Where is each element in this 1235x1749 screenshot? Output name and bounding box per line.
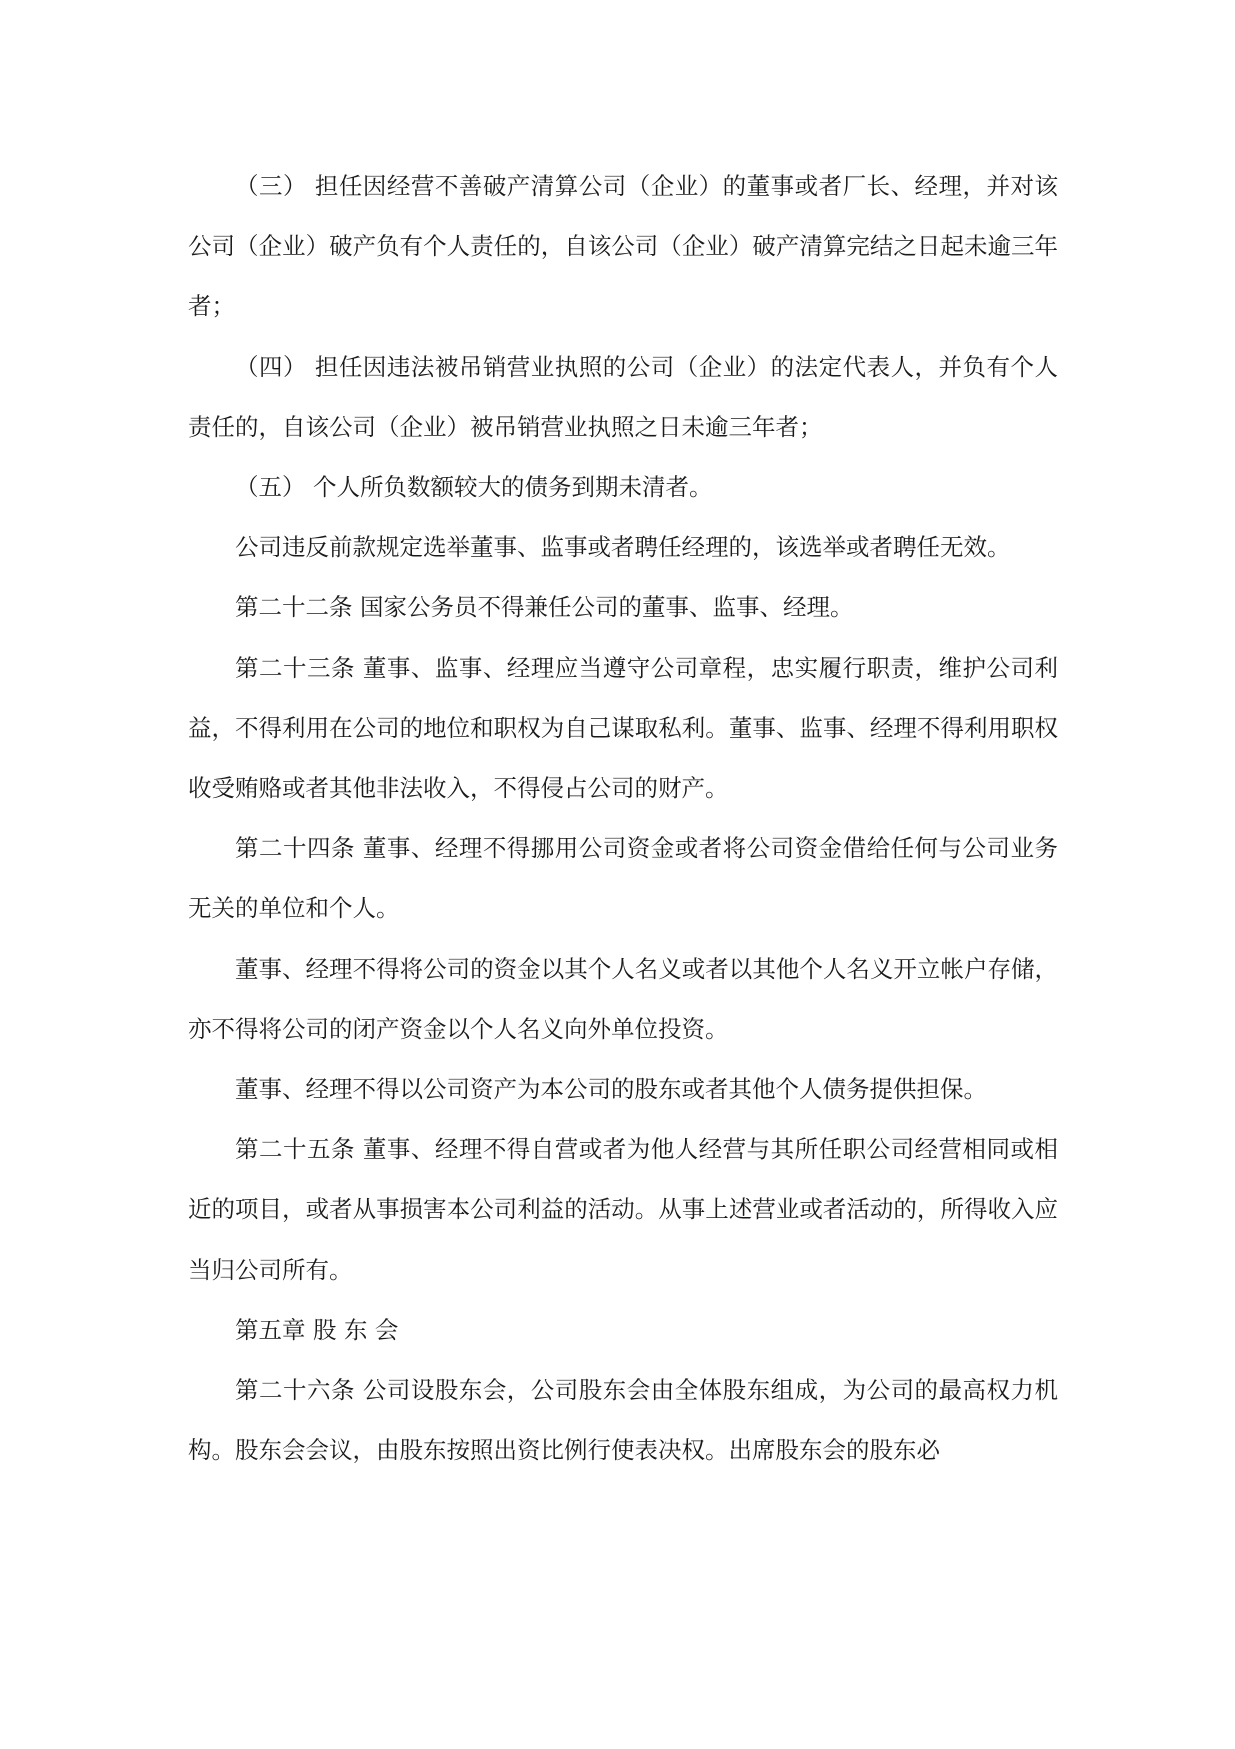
document-body bbox=[188, 156, 1058, 1480]
paragraph-item-3: （三） 担任因经营不善破产清算公司（企业）的董事或者厂长、经理，并对该公司（企业）破产负有个人责任的，自该公司（企业）破产清算完结之日起未逾三年者； bbox=[188, 172, 1058, 321]
article-22: 第二十二条 国家公务员不得兼任公司的董事、监事、经理。 bbox=[235, 593, 854, 622]
article-24: 第二十四条 董事、经理不得挪用公司资金或者将公司资金借给任何与公司业务无关的单位和个人。 bbox=[188, 834, 1058, 923]
article-25: 第二十五条 董事、经理不得自营或者为他人经营与其所任职公司经营相同或相近的项目，或者从事损害本公司利益的活动。从事上述营业或者活动的，所得收入应当归公司所有。 bbox=[188, 1135, 1058, 1284]
article-26: 第二十六条 公司设股东会，公司股东会由全体股东组成，为公司的最高权力机构。股东会会议，由股东按照出资比例行使表决权。出席股东会的股东必 bbox=[188, 1376, 1058, 1465]
article-23: 第二十三条 董事、监事、经理应当遵守公司章程，忠实履行职责，维护公司利益，不得利用在公司的地位和职权为自己谋取私利。董事、监事、经理不得利用职权收受贿赂或者其他非法收入，不得侵占公司的财产。 bbox=[188, 653, 1058, 803]
chapter-5-heading: 第五章 股 东 会 bbox=[235, 1315, 399, 1344]
article-24-clause-2: 董事、经理不得将公司的资金以其个人名义或者以其他个人名义开立帐户存储，亦不得将公司的闭产资金以个人名义向外单位投资。 bbox=[188, 954, 1058, 1043]
paragraph-invalid-election: 公司违反前款规定选举董事、监事或者聘任经理的，该选举或者聘任无效。 bbox=[235, 533, 1011, 562]
paragraph-item-4: （四） 担任因违法被吊销营业执照的公司（企业）的法定代表人，并负有个人责任的，自该公司（企业）被吊销营业执照之日未逾三年者； bbox=[188, 352, 1058, 441]
paragraph-item-5: （五） 个人所负数额较大的债务到期未清者。 bbox=[235, 473, 713, 502]
article-24-clause-3: 董事、经理不得以公司资产为本公司的股东或者其他个人债务提供担保。 bbox=[235, 1075, 987, 1104]
